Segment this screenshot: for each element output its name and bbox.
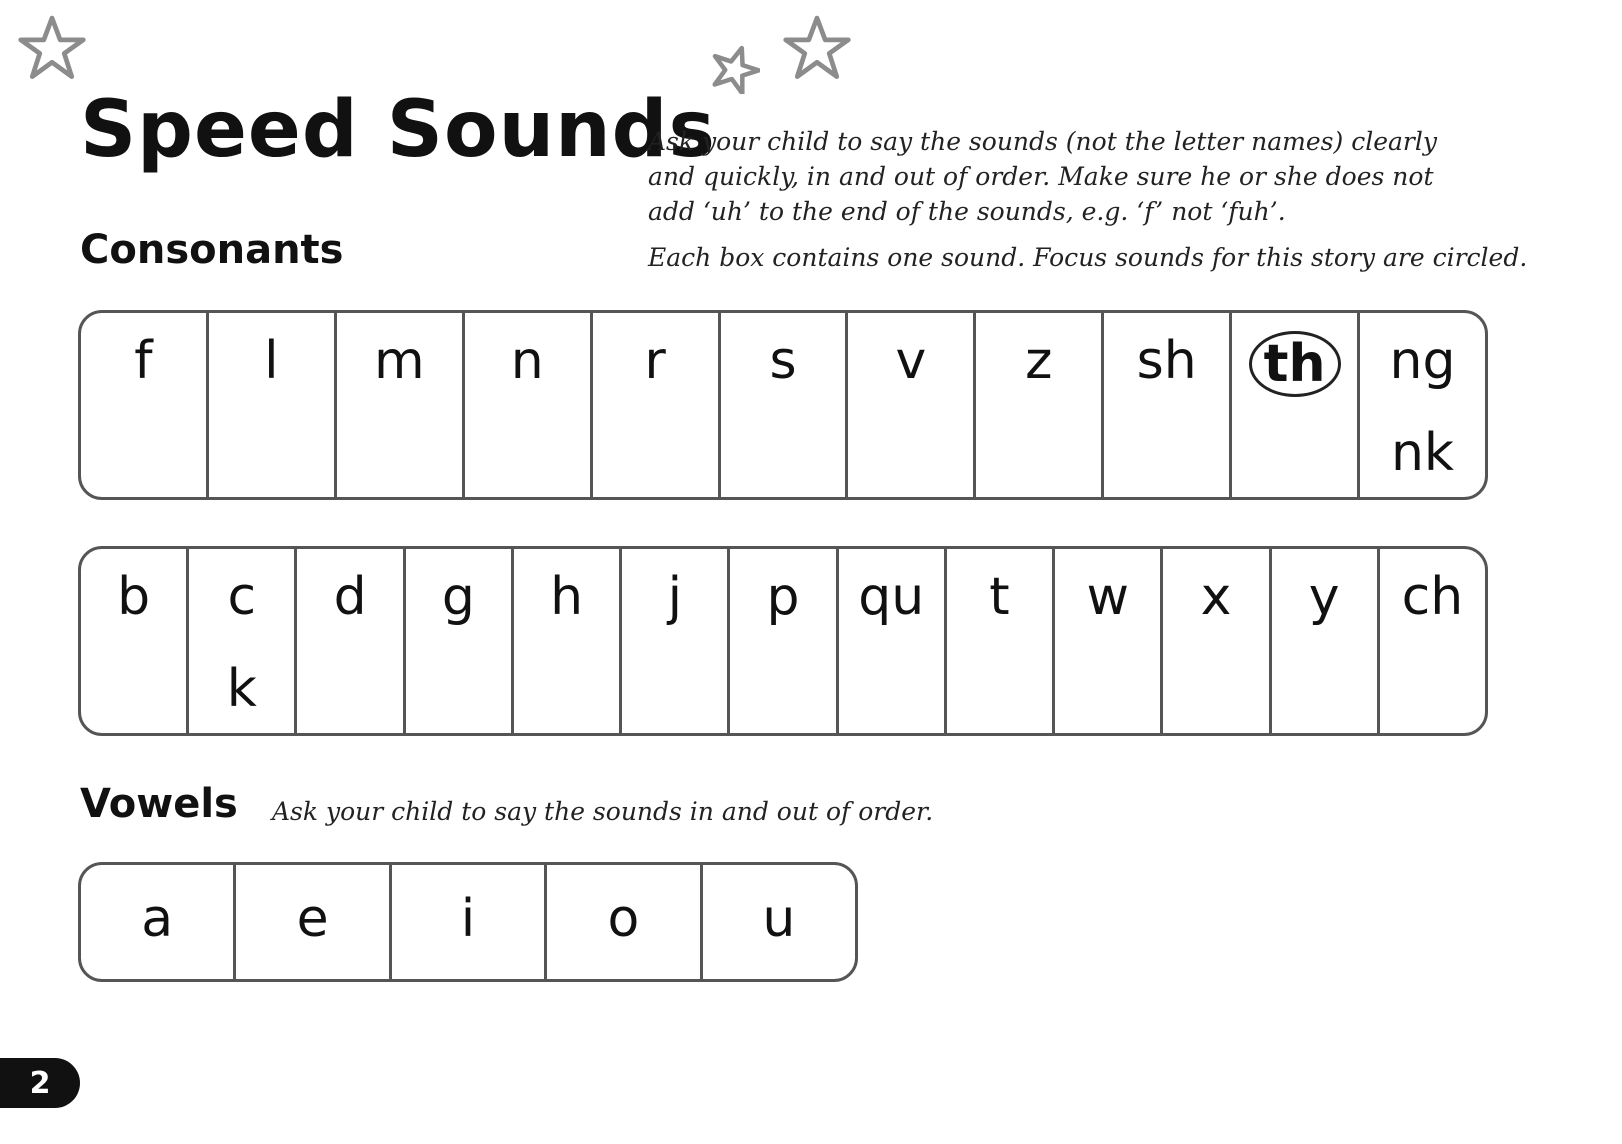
sound: p — [766, 567, 800, 627]
instructions-note: Each box contains one sound. Focus sounds for this story are circled. — [648, 243, 1528, 272]
sound: k — [226, 659, 257, 719]
sound: o — [607, 889, 640, 949]
sound: g — [441, 567, 475, 627]
sound-box — [236, 865, 391, 979]
sound: j — [667, 567, 683, 627]
sound-box — [1272, 549, 1380, 733]
sound-box — [189, 549, 297, 733]
page-number: 2 — [0, 1058, 80, 1108]
sound-box — [337, 313, 465, 497]
instructions-main: Ask your child to say the sounds (not the letter names) clearly and quickly, in and out of order. Make sure he or she does not add ‘uh’ to the end of the sounds, e.g. ‘f’ not ‘fuh’. — [648, 127, 1437, 226]
sound-box — [730, 549, 838, 733]
sound-box — [392, 865, 547, 979]
sound: e — [296, 889, 329, 949]
sound: r — [644, 331, 666, 391]
sound: y — [1308, 567, 1340, 627]
sound: b — [117, 567, 151, 627]
sound-box — [406, 549, 514, 733]
consonants-row-1 — [78, 310, 1488, 500]
sound-box — [839, 549, 947, 733]
consonants-row-2 — [78, 546, 1488, 736]
sound: x — [1200, 567, 1232, 627]
sound-box — [81, 549, 189, 733]
sound-box — [976, 313, 1104, 497]
page-title: Speed Sounds — [80, 85, 716, 175]
sound: ch — [1401, 567, 1464, 627]
sound: ng — [1389, 331, 1456, 391]
sound-box — [465, 313, 593, 497]
sound: m — [373, 331, 425, 391]
star-icon — [18, 14, 86, 82]
sound: i — [460, 889, 476, 949]
sound: s — [769, 331, 797, 391]
sound-box — [209, 313, 337, 497]
sound-box — [81, 313, 209, 497]
star-icon — [783, 14, 851, 82]
vowels-row — [78, 862, 858, 982]
sound: v — [895, 331, 927, 391]
sound: a — [141, 889, 174, 949]
focus-sound: th — [1249, 331, 1341, 397]
sound-box — [721, 313, 849, 497]
star-icon — [710, 44, 760, 94]
sound-box — [1232, 313, 1360, 497]
sound-box — [547, 865, 702, 979]
sound-box — [1360, 313, 1485, 497]
vowels-heading: Vowels — [80, 781, 238, 827]
sound-box — [947, 549, 1055, 733]
vowels-instruction: Ask your child to say the sounds in and out of order. — [272, 797, 934, 826]
sound-box — [514, 549, 622, 733]
sound: qu — [858, 567, 925, 627]
sound-box — [1104, 313, 1232, 497]
sound: sh — [1136, 331, 1197, 391]
sound-box — [1163, 549, 1271, 733]
sound-box — [1380, 549, 1485, 733]
sound: h — [550, 567, 584, 627]
sound-box — [81, 865, 236, 979]
sound: nk — [1390, 423, 1455, 483]
sound-box — [1055, 549, 1163, 733]
sound-box — [297, 549, 405, 733]
sound-box — [848, 313, 976, 497]
sound-box — [593, 313, 721, 497]
sound-box — [622, 549, 730, 733]
sound: u — [762, 889, 796, 949]
sound: c — [227, 567, 257, 627]
sound: n — [510, 331, 544, 391]
sound: l — [264, 331, 279, 391]
consonants-heading: Consonants — [80, 227, 344, 273]
sound: d — [333, 567, 367, 627]
sound: w — [1086, 567, 1129, 627]
sound: f — [134, 331, 153, 391]
sound: z — [1025, 331, 1053, 391]
sound-box — [703, 865, 855, 979]
sound: t — [989, 567, 1010, 627]
